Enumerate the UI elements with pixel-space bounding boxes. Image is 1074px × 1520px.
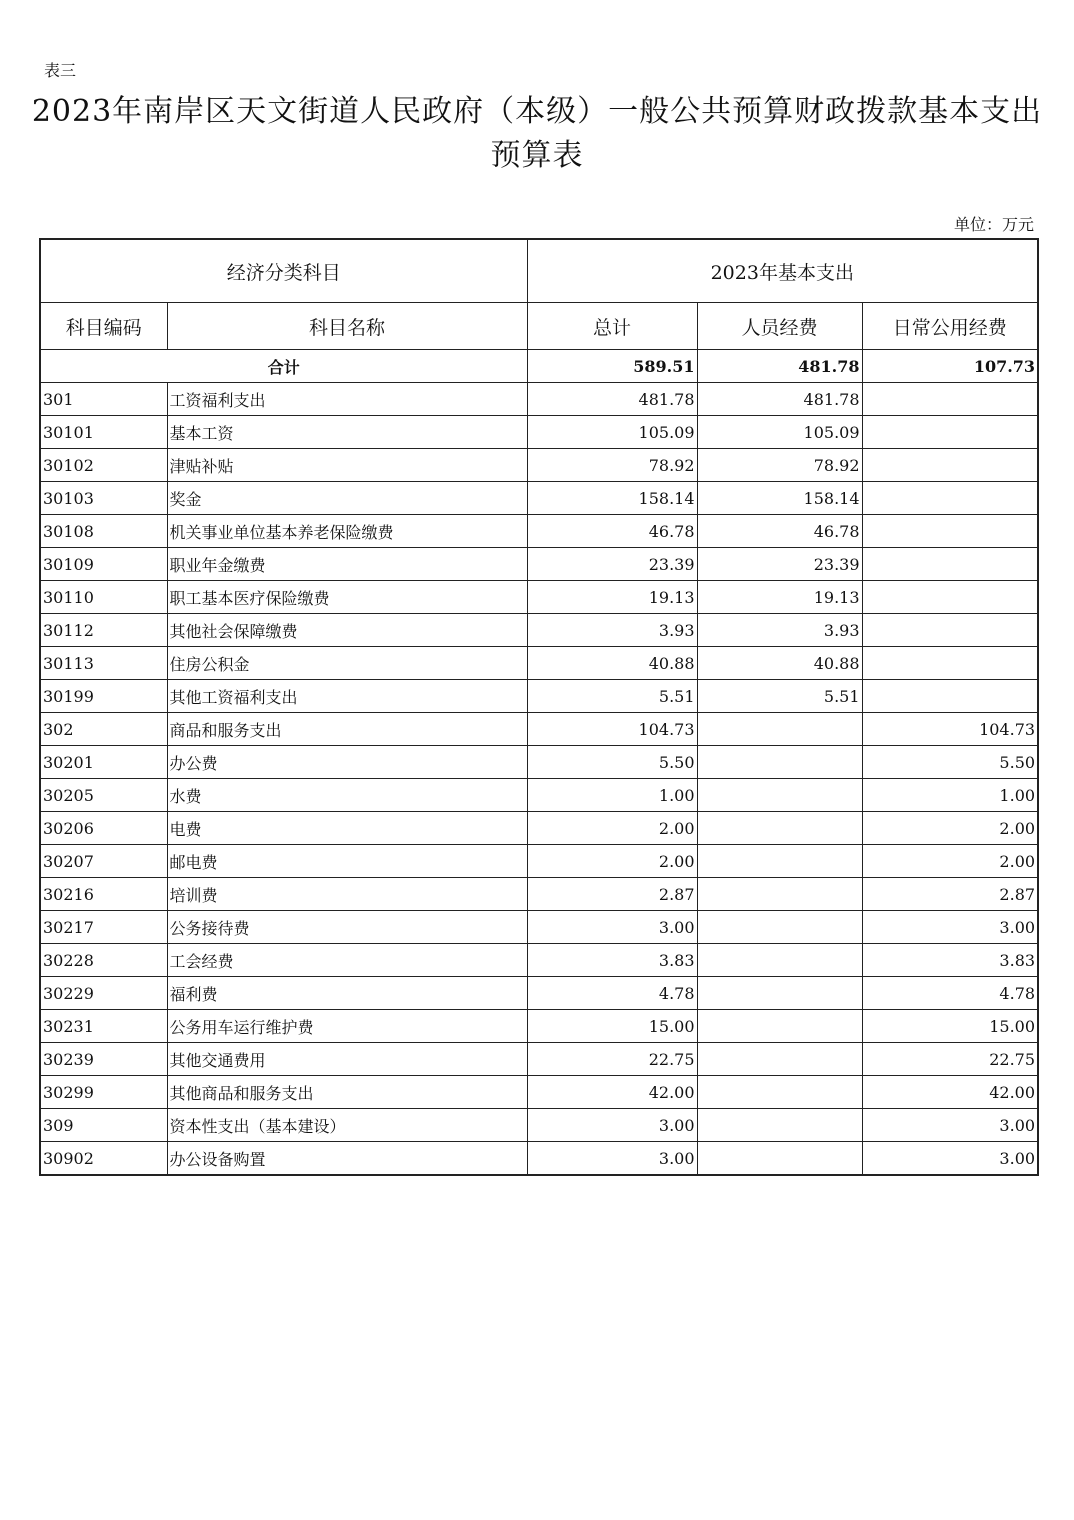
public-value bbox=[862, 548, 1038, 581]
personnel-value bbox=[697, 812, 862, 845]
total-value: 5.51 bbox=[527, 680, 697, 713]
subject-name: 机关事业单位基本养老保险缴费 bbox=[167, 515, 527, 548]
total-value: 40.88 bbox=[527, 647, 697, 680]
subject-code: 301 bbox=[40, 383, 167, 416]
subject-name: 培训费 bbox=[167, 878, 527, 911]
subject-name: 电费 bbox=[167, 812, 527, 845]
table-row bbox=[40, 383, 1038, 416]
subject-code: 30113 bbox=[40, 647, 167, 680]
subject-name: 住房公积金 bbox=[167, 647, 527, 680]
header-public-expenses: 日常公用经费 bbox=[862, 303, 1038, 350]
subject-name: 商品和服务支出 bbox=[167, 713, 527, 746]
subject-name: 其他工资福利支出 bbox=[167, 680, 527, 713]
subject-code: 30228 bbox=[40, 944, 167, 977]
table-row bbox=[40, 581, 1038, 614]
total-sum: 589.51 bbox=[527, 350, 697, 383]
table-row bbox=[40, 812, 1038, 845]
total-value: 3.83 bbox=[527, 944, 697, 977]
personnel-value bbox=[697, 1076, 862, 1109]
table-row bbox=[40, 1109, 1038, 1142]
subject-name: 基本工资 bbox=[167, 416, 527, 449]
total-value: 3.00 bbox=[527, 1142, 697, 1176]
header-personnel-expenses: 人员经费 bbox=[697, 303, 862, 350]
subject-code: 30229 bbox=[40, 977, 167, 1010]
personnel-value: 3.93 bbox=[697, 614, 862, 647]
public-value bbox=[862, 515, 1038, 548]
unit-label: 单位：万元 bbox=[953, 215, 1034, 234]
table-row bbox=[40, 647, 1038, 680]
personnel-value: 5.51 bbox=[697, 680, 862, 713]
total-value: 2.87 bbox=[527, 878, 697, 911]
subject-code: 30207 bbox=[40, 845, 167, 878]
total-value: 3.00 bbox=[527, 1109, 697, 1142]
public-value bbox=[862, 581, 1038, 614]
subject-code: 30902 bbox=[40, 1142, 167, 1176]
public-value: 2.87 bbox=[862, 878, 1038, 911]
subject-code: 30112 bbox=[40, 614, 167, 647]
total-value: 105.09 bbox=[527, 416, 697, 449]
subject-code: 30216 bbox=[40, 878, 167, 911]
personnel-value: 105.09 bbox=[697, 416, 862, 449]
subject-name: 邮电费 bbox=[167, 845, 527, 878]
public-value bbox=[862, 647, 1038, 680]
header-row-columns bbox=[40, 303, 1038, 350]
subject-name: 职工基本医疗保险缴费 bbox=[167, 581, 527, 614]
table-row bbox=[40, 713, 1038, 746]
total-value: 481.78 bbox=[527, 383, 697, 416]
subject-name: 奖金 bbox=[167, 482, 527, 515]
table-row bbox=[40, 944, 1038, 977]
personnel-value bbox=[697, 944, 862, 977]
table-row bbox=[40, 1043, 1038, 1076]
personnel-value bbox=[697, 1043, 862, 1076]
personnel-value bbox=[697, 746, 862, 779]
total-value: 22.75 bbox=[527, 1043, 697, 1076]
public-value: 22.75 bbox=[862, 1043, 1038, 1076]
personnel-value bbox=[697, 713, 862, 746]
table-row bbox=[40, 1076, 1038, 1109]
personnel-value bbox=[697, 911, 862, 944]
subject-name: 津贴补贴 bbox=[167, 449, 527, 482]
header-total: 总计 bbox=[527, 303, 697, 350]
subject-code: 30110 bbox=[40, 581, 167, 614]
subject-name: 资本性支出（基本建设） bbox=[167, 1109, 527, 1142]
public-value: 2.00 bbox=[862, 845, 1038, 878]
budget-table bbox=[39, 238, 1039, 1176]
personnel-value: 23.39 bbox=[697, 548, 862, 581]
table-row bbox=[40, 548, 1038, 581]
personnel-value bbox=[697, 1109, 862, 1142]
subject-code: 30201 bbox=[40, 746, 167, 779]
personnel-value: 19.13 bbox=[697, 581, 862, 614]
public-value: 3.83 bbox=[862, 944, 1038, 977]
table-row bbox=[40, 680, 1038, 713]
subject-code: 302 bbox=[40, 713, 167, 746]
personnel-value bbox=[697, 845, 862, 878]
table-row bbox=[40, 482, 1038, 515]
subject-name: 其他商品和服务支出 bbox=[167, 1076, 527, 1109]
header-subject-code: 科目编码 bbox=[40, 303, 167, 350]
subject-code: 30206 bbox=[40, 812, 167, 845]
subject-code: 30299 bbox=[40, 1076, 167, 1109]
table-row bbox=[40, 977, 1038, 1010]
public-value: 3.00 bbox=[862, 911, 1038, 944]
total-value: 42.00 bbox=[527, 1076, 697, 1109]
personnel-value bbox=[697, 878, 862, 911]
personnel-value bbox=[697, 779, 862, 812]
personnel-value: 158.14 bbox=[697, 482, 862, 515]
table-row bbox=[40, 1142, 1038, 1176]
subject-code: 30239 bbox=[40, 1043, 167, 1076]
subject-code: 30103 bbox=[40, 482, 167, 515]
header-row-group bbox=[40, 239, 1038, 303]
total-value: 19.13 bbox=[527, 581, 697, 614]
subject-name: 水费 bbox=[167, 779, 527, 812]
public-value: 104.73 bbox=[862, 713, 1038, 746]
header-subject-name: 科目名称 bbox=[167, 303, 527, 350]
personnel-value bbox=[697, 1010, 862, 1043]
public-value: 15.00 bbox=[862, 1010, 1038, 1043]
total-value: 1.00 bbox=[527, 779, 697, 812]
table-row bbox=[40, 779, 1038, 812]
public-value bbox=[862, 614, 1038, 647]
subject-code: 30108 bbox=[40, 515, 167, 548]
table-row bbox=[40, 449, 1038, 482]
personnel-value bbox=[697, 1142, 862, 1176]
total-value: 104.73 bbox=[527, 713, 697, 746]
total-value: 2.00 bbox=[527, 845, 697, 878]
subject-code: 30101 bbox=[40, 416, 167, 449]
header-basic-expenditure: 2023年基本支出 bbox=[527, 239, 1038, 303]
personnel-value: 78.92 bbox=[697, 449, 862, 482]
table-row bbox=[40, 845, 1038, 878]
subject-name: 办公费 bbox=[167, 746, 527, 779]
subject-code: 309 bbox=[40, 1109, 167, 1142]
total-value: 78.92 bbox=[527, 449, 697, 482]
table-row bbox=[40, 911, 1038, 944]
subject-code: 30205 bbox=[40, 779, 167, 812]
table-number-label: 表三 bbox=[44, 61, 77, 80]
header-economic-classification: 经济分类科目 bbox=[40, 239, 527, 303]
public-value: 4.78 bbox=[862, 977, 1038, 1010]
public-value: 2.00 bbox=[862, 812, 1038, 845]
subject-code: 30231 bbox=[40, 1010, 167, 1043]
table-row bbox=[40, 878, 1038, 911]
total-value: 3.00 bbox=[527, 911, 697, 944]
public-value: 3.00 bbox=[862, 1109, 1038, 1142]
subject-name: 公务接待费 bbox=[167, 911, 527, 944]
personnel-value bbox=[697, 977, 862, 1010]
public-value bbox=[862, 449, 1038, 482]
public-value: 5.50 bbox=[862, 746, 1038, 779]
total-value: 5.50 bbox=[527, 746, 697, 779]
subject-name: 工资福利支出 bbox=[167, 383, 527, 416]
subject-code: 30102 bbox=[40, 449, 167, 482]
subject-name: 职业年金缴费 bbox=[167, 548, 527, 581]
total-value: 15.00 bbox=[527, 1010, 697, 1043]
subject-name: 办公设备购置 bbox=[167, 1142, 527, 1176]
public-value bbox=[862, 482, 1038, 515]
subject-name: 公务用车运行维护费 bbox=[167, 1010, 527, 1043]
table-row bbox=[40, 515, 1038, 548]
personnel-value: 46.78 bbox=[697, 515, 862, 548]
total-value: 158.14 bbox=[527, 482, 697, 515]
public-value: 42.00 bbox=[862, 1076, 1038, 1109]
total-value: 46.78 bbox=[527, 515, 697, 548]
public-value: 1.00 bbox=[862, 779, 1038, 812]
total-label: 合计 bbox=[40, 350, 527, 383]
total-value: 2.00 bbox=[527, 812, 697, 845]
total-row bbox=[40, 350, 1038, 383]
total-value: 4.78 bbox=[527, 977, 697, 1010]
public-value bbox=[862, 680, 1038, 713]
subject-name: 福利费 bbox=[167, 977, 527, 1010]
subject-name: 工会经费 bbox=[167, 944, 527, 977]
total-value: 3.93 bbox=[527, 614, 697, 647]
subject-name: 其他交通费用 bbox=[167, 1043, 527, 1076]
table-row bbox=[40, 746, 1038, 779]
table-row bbox=[40, 614, 1038, 647]
personnel-value: 40.88 bbox=[697, 647, 862, 680]
subject-code: 30199 bbox=[40, 680, 167, 713]
total-value: 23.39 bbox=[527, 548, 697, 581]
page-title: 2023年南岸区天文街道人民政府（本级）一般公共预算财政拨款基本支出预算表 bbox=[31, 94, 1043, 173]
public-value bbox=[862, 416, 1038, 449]
table-row bbox=[40, 416, 1038, 449]
subject-code: 30109 bbox=[40, 548, 167, 581]
subject-name: 其他社会保障缴费 bbox=[167, 614, 527, 647]
personnel-value: 481.78 bbox=[697, 383, 862, 416]
total-personnel: 481.78 bbox=[697, 350, 862, 383]
total-public: 107.73 bbox=[862, 350, 1038, 383]
table-row bbox=[40, 1010, 1038, 1043]
public-value: 3.00 bbox=[862, 1142, 1038, 1176]
public-value bbox=[862, 383, 1038, 416]
subject-code: 30217 bbox=[40, 911, 167, 944]
